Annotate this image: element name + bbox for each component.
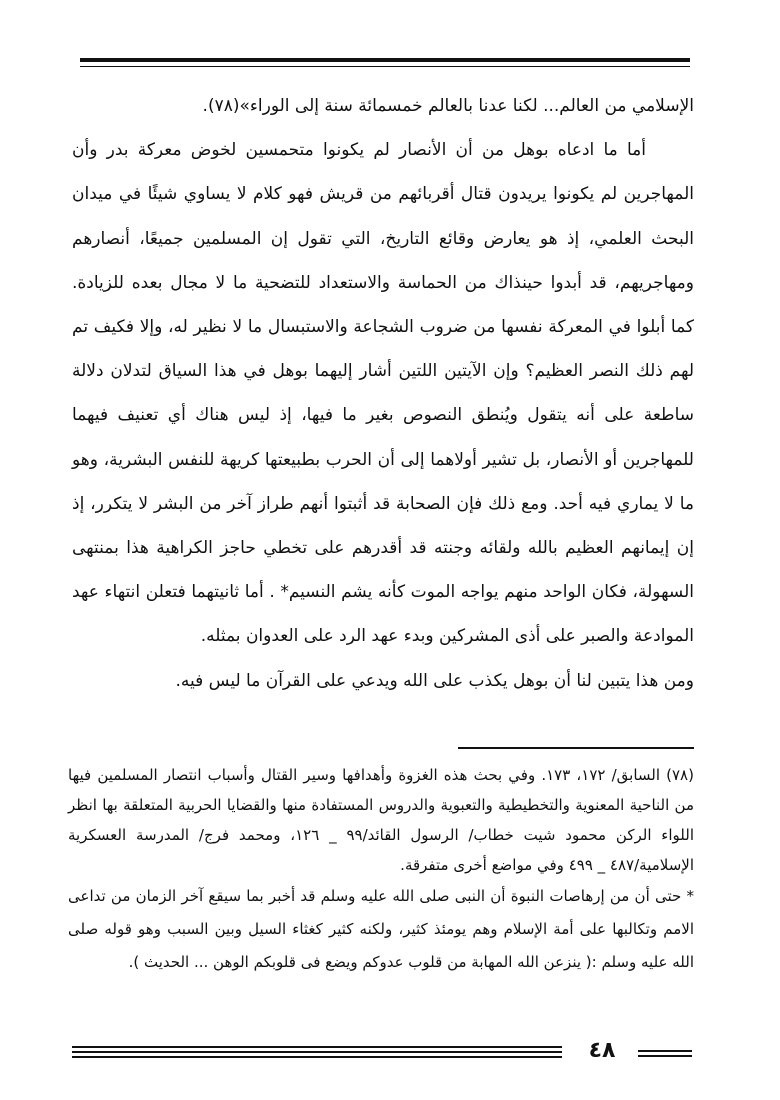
header-rule-thin <box>80 66 690 67</box>
footer-rule <box>72 1051 562 1053</box>
body-paragraph-3: ومن هذا يتبين لنا أن بوهل يكذب على الله ويدعي على القرآن ما ليس فيه. <box>175 670 694 691</box>
footer-rule <box>638 1050 692 1052</box>
page-number: ٤٨ <box>588 1038 616 1063</box>
footer-rule <box>72 1056 562 1058</box>
main-text <box>72 84 694 703</box>
footnote-78: (٧٨) السابق/ ١٧٢، ١٧٣. وفي بحث هذه الغزوة وأهدافها وسير القتال وأسباب انتصار المسلمين فيها من الناحية المعنوية والتخطيطية والتعبوية والدروس المستفادة منها والقضايا الحربية المتعلقة بها انظر اللواء الركن محمود شيت خطاب/ الرسول القائد/٩٩ _ ١٢٦، ومحمد فرج/ المدرسة العسكرية الإسلامية/٤٨٧ _ ٤٩٩ وفي مواضع أخرى متفرقة. <box>68 766 694 874</box>
body-paragraph-1: الإسلامي من العالم... لكنا عدنا بالعالم خمسمائة سنة إلى الوراء»(٧٨). <box>202 96 694 116</box>
page-footer <box>72 1036 692 1066</box>
footnotes <box>68 760 694 979</box>
footnote-separator <box>458 747 694 749</box>
footer-rule <box>72 1046 562 1048</box>
header-rule-thick <box>80 58 690 62</box>
footer-rule <box>638 1055 692 1057</box>
footnote-star: * حتى أن من إرهاصات النبوة أن النبى صلى الله عليه وسلم قد أخبر بما سيقع آخر الزمان من تداعى الامم وتكالبها على أمة الإسلام وهم يومئذ كثير، ولكنه كثير كغثاء السيل وبين السبب وهو قوله صلى الله عليه وسلم :( ينزعن الله المهابة من قلوب عدوكم ويضع فى قلوبكم الوهن ... الحديث ). <box>68 887 694 971</box>
body-paragraph-2: أما ما ادعاه بوهل من أن الأنصار لم يكونوا متحمسين لخوض معركة بدر وأن المهاجرين لم يكونوا يريدون قتال أقربائهم من قريش فهو كلام لا يساوي شيئًا في ميدان البحث العلمي، إذ هو يعارض وقائع التاريخ، التي تقول إن المسلمين جميعًا، أنصارهم ومهاجريهم، قد أبدوا حينذاك من الحماسة والاستعداد للتضحية ما لا مجال بعده للزيادة. كما أبلوا في المعركة نفسها من ضروب الشجاعة والاستبسال ما لا نظير له، وإلا فكيف تم لهم ذلك النصر العظيم؟ وإن الآيتين اللتين أشار إليهما بوهل في هذا السياق لتدلان دلالة ساطعة على أنه يتقول ويُنطق النصوص بغير ما فيها، إذ ليس هناك أي تعنيف فيهما للمهاجرين أو الأنصار، بل تشير أولاهما إلى أن الحرب بطبيعتها كريهة للنفس البشرية، وهو ما لا يماري فيه أحد. ومع ذلك فإن الصحابة قد أثبتوا أنهم طراز آخر من البشر لا يتكرر، إذ إن إيمانهم العظيم بالله ولقائه وجنته قد أقدرهم على تخطي حاجز الكراهية هذا بمنتهى السهولة، فكان الواحد منهم يواجه الموت كأنه يشم النسيم* . أما ثانيتهما فتعلن انتهاء عهد الموادعة والصبر على أذى المشركين وبدء عهد الرد على العدوان بمثله. <box>72 140 694 647</box>
